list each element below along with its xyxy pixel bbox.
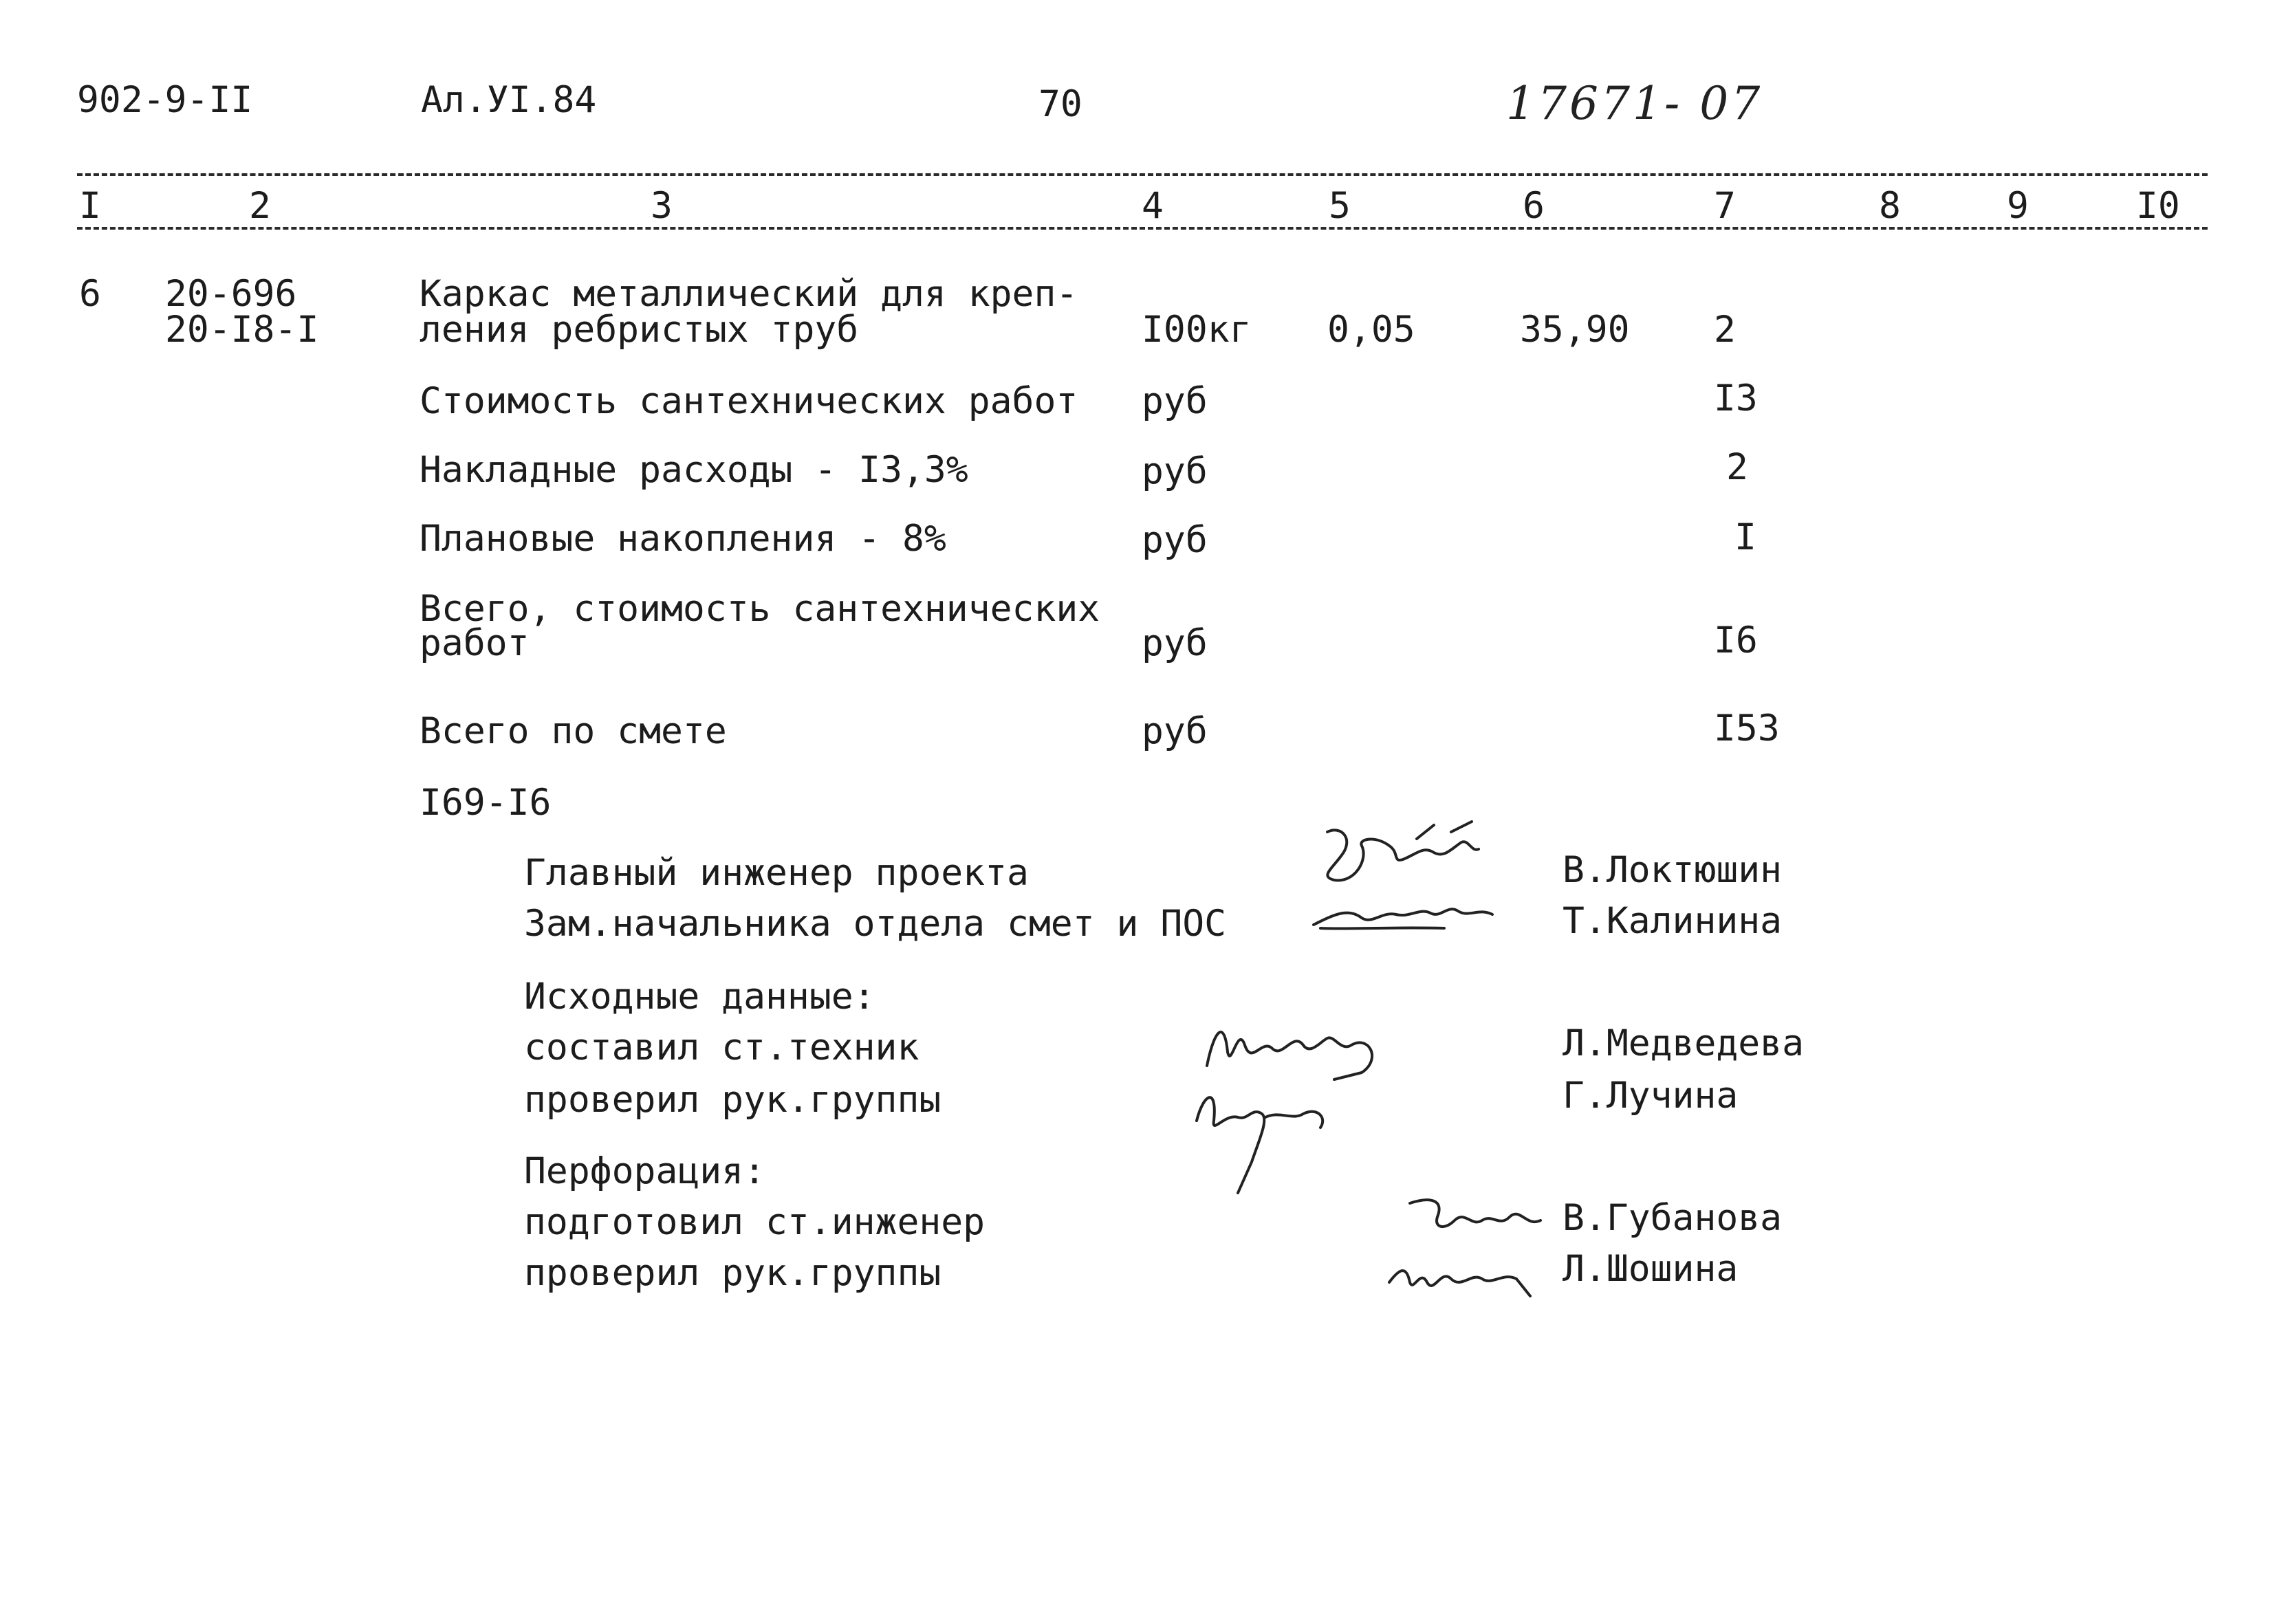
calculation-note: I69-I6 bbox=[420, 782, 552, 824]
signature-medvedeva bbox=[1197, 1004, 1403, 1086]
item-code-1: 20-696 bbox=[165, 273, 297, 315]
column-header-2: 2 bbox=[249, 185, 271, 227]
checked-by-role-2: проверил рук.группы bbox=[524, 1252, 941, 1294]
checked-by-name-2: Л.Шошина bbox=[1563, 1248, 1739, 1290]
summary-unit-planned-savings: руб bbox=[1142, 519, 1208, 561]
summary-unit-total-work: руб bbox=[1142, 622, 1208, 664]
summary-unit-estimate-total: руб bbox=[1142, 710, 1208, 752]
column-header-9: 9 bbox=[2007, 185, 2029, 227]
column-header-7: 7 bbox=[1714, 185, 1736, 227]
summary-unit-work-cost: руб bbox=[1142, 380, 1208, 422]
column-bottom-rule bbox=[77, 227, 2208, 230]
item-price: 35,90 bbox=[1520, 309, 1630, 351]
column-header-6: 6 bbox=[1523, 185, 1545, 227]
page-number: 70 bbox=[1038, 83, 1082, 125]
column-header-4: 4 bbox=[1142, 185, 1164, 227]
document-code: 902-9-II bbox=[77, 79, 253, 121]
compiled-by-role: составил ст.техник bbox=[524, 1027, 919, 1068]
column-header-1: I bbox=[79, 185, 101, 227]
column-header-10: I0 bbox=[2136, 185, 2180, 227]
signature-luchina bbox=[1183, 1079, 1362, 1196]
archive-number: 17671- 07 bbox=[1506, 77, 1763, 130]
item-name-line-1: Каркас металлический для креп- bbox=[420, 273, 1078, 315]
summary-label-planned-savings: Плановые накопления - 8% bbox=[420, 518, 946, 560]
checked-by-role-1: проверил рук.группы bbox=[524, 1079, 941, 1121]
checked-by-name-1: Г.Лучина bbox=[1563, 1075, 1739, 1117]
item-code-2: 20-I8-I bbox=[165, 309, 319, 351]
deputy-head-name: Т.Калинина bbox=[1563, 900, 1783, 942]
item-total: 2 bbox=[1714, 309, 1736, 351]
column-header-5: 5 bbox=[1329, 185, 1351, 227]
summary-value-overhead: 2 bbox=[1726, 446, 1748, 488]
deputy-head-role: Зам.начальника отдела смет и ПОС bbox=[524, 903, 1227, 945]
album-code: Ал.УI.84 bbox=[421, 79, 597, 121]
signature-shoshina bbox=[1382, 1241, 1541, 1303]
prepared-by-name: В.Губанова bbox=[1563, 1197, 1783, 1239]
summary-value-planned-savings: I bbox=[1734, 516, 1756, 558]
summary-label-work-cost: Стоимость сантехнических работ bbox=[420, 380, 1078, 422]
prepared-by-role: подготовил ст.инженер bbox=[524, 1201, 986, 1243]
source-data-heading: Исходные данные: bbox=[524, 976, 875, 1018]
summary-value-total-work: I6 bbox=[1714, 619, 1758, 661]
summary-label-overhead: Накладные расходы - I3,3% bbox=[420, 449, 968, 491]
column-header-8: 8 bbox=[1879, 185, 1901, 227]
signature-kalinina bbox=[1307, 887, 1499, 942]
item-number: 6 bbox=[79, 273, 101, 315]
perforation-heading: Перфорация: bbox=[524, 1150, 765, 1192]
summary-label-estimate-total: Всего по смете bbox=[420, 710, 727, 752]
item-quantity: 0,05 bbox=[1327, 309, 1415, 351]
item-name-line-2: ления ребристых труб bbox=[420, 309, 859, 351]
summary-label-total-work-line-1: Всего, стоимость сантехнических bbox=[420, 588, 1100, 630]
summary-label-total-work-line-2: работ bbox=[420, 622, 530, 664]
summary-unit-overhead: руб bbox=[1142, 450, 1208, 492]
chief-engineer-role: Главный инженер проекта bbox=[524, 852, 1029, 894]
column-top-rule bbox=[77, 173, 2208, 176]
item-unit: I00кг bbox=[1142, 309, 1252, 351]
compiled-by-name: Л.Медведева bbox=[1563, 1022, 1804, 1064]
summary-value-work-cost: I3 bbox=[1714, 377, 1758, 419]
signature-loktyushin bbox=[1314, 818, 1499, 894]
signature-gubanova bbox=[1403, 1189, 1554, 1244]
column-header-3: 3 bbox=[651, 185, 673, 227]
summary-value-estimate-total: I53 bbox=[1714, 707, 1780, 749]
chief-engineer-name: В.Локтюшин bbox=[1563, 849, 1783, 891]
